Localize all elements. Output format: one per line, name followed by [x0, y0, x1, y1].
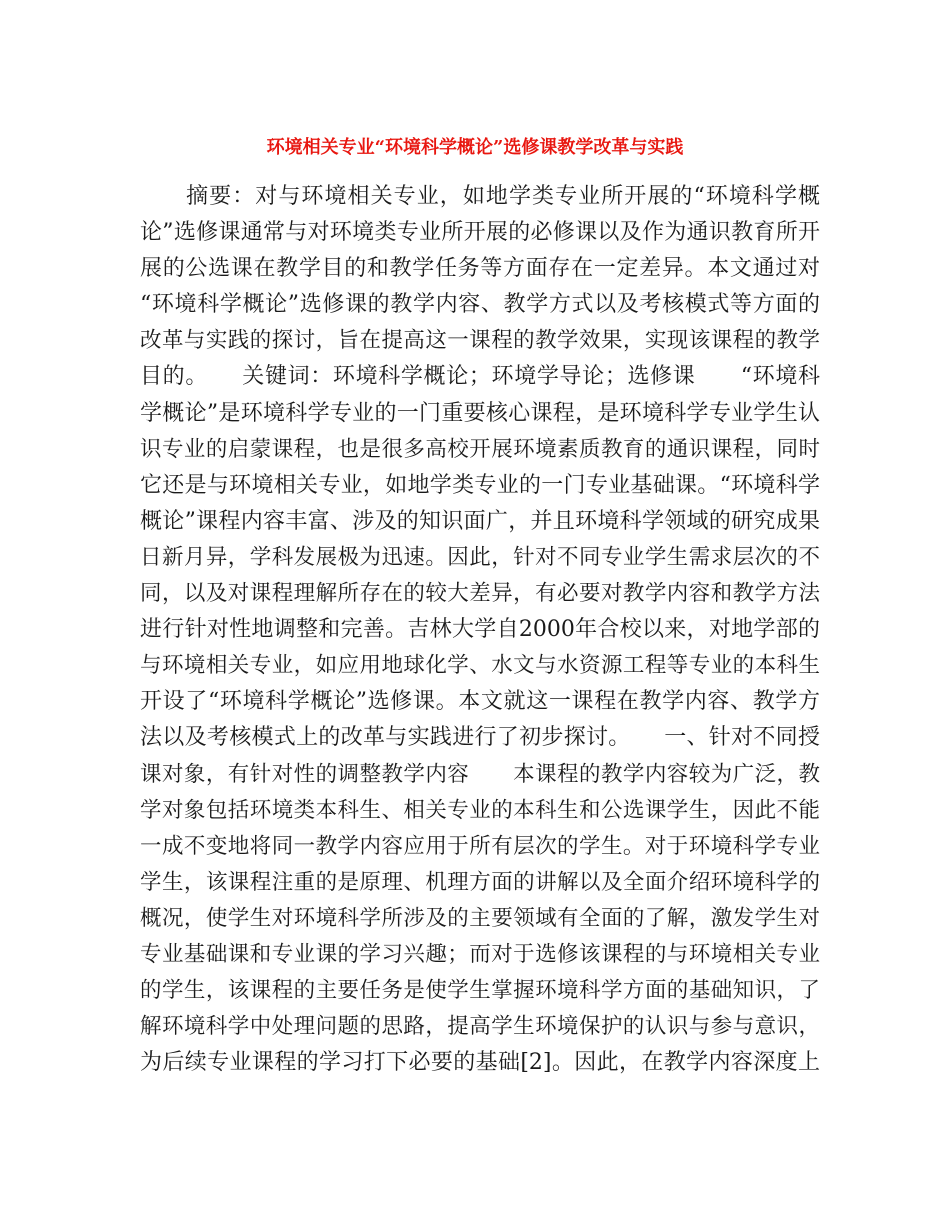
body-line: 的学生，该课程的主要任务是使学生掌握环境科学方面的基础知识，了 — [140, 978, 820, 1004]
body-line: 进行针对性地调整和完善。吉林大学自2000年合校以来，对地学部的 — [140, 617, 820, 643]
body-line: 一成不变地将同一教学内容应用于所有层次的学生。对于环境科学专业 — [140, 833, 820, 859]
body-line: 它还是与环境相关专业，如地学类专业的一门专业基础课。“环境科学 — [140, 472, 820, 498]
document-title: 环境相关专业“环境科学概论”选修课教学改革与实践 — [266, 137, 684, 158]
body-line: 目的。 关键词：环境科学概论；环境学导论；选修课 “环境科 — [140, 364, 820, 390]
body-line: 概论”课程内容丰富、涉及的知识面广，并且环境科学领域的研究成果 — [140, 508, 820, 534]
body-line: 学生，该课程注重的是原理、机理方面的讲解以及全面介绍环境科学的 — [140, 869, 820, 895]
document-body — [140, 179, 820, 1081]
body-line: 论”选修课通常与对环境类专业所开展的必修课以及作为通识教育所开 — [140, 220, 820, 246]
body-line: 同，以及对课程理解所存在的较大差异，有必要对教学内容和教学方法 — [140, 581, 820, 607]
body-line: 开设了“环境科学概论”选修课。本文就这一课程在教学内容、教学方 — [140, 689, 820, 715]
body-line: 解环境科学中处理问题的思路，提高学生环境保护的认识与参与意识， — [140, 1014, 820, 1040]
body-line: 识专业的启蒙课程，也是很多高校开展环境素质教育的通识课程，同时 — [140, 436, 820, 462]
body-line: 摘要：对与环境相关专业，如地学类专业所开展的“环境科学概 — [140, 184, 820, 209]
body-line: 法以及考核模式上的改革与实践进行了初步探讨。 一、针对不同授 — [140, 725, 820, 751]
body-line: 专业基础课和专业课的学习兴趣；而对于选修该课程的与环境相关专业 — [140, 941, 820, 967]
body-line: 课对象，有针对性的调整教学内容 本课程的教学内容较为广泛，教 — [140, 761, 820, 787]
body-line: 展的公选课在教学目的和教学任务等方面存在一定差异。本文通过对 — [140, 256, 820, 282]
body-line: 概况，使学生对环境科学所涉及的主要领域有全面的了解，激发学生对 — [140, 905, 820, 931]
body-line: 与环境相关专业，如应用地球化学、水文与水资源工程等专业的本科生 — [140, 653, 820, 679]
body-line: 为后续专业课程的学习打下必要的基础[2]。因此，在教学内容深度上 — [140, 1050, 820, 1076]
body-line: 日新月异，学科发展极为迅速。因此，针对不同专业学生需求层次的不 — [140, 544, 820, 570]
body-line: 学对象包括环境类本科生、相关专业的本科生和公选课学生，因此不能 — [140, 797, 820, 823]
body-line: 学概论”是环境科学专业的一门重要核心课程，是环境科学专业学生认 — [140, 400, 820, 426]
body-line: “环境科学概论”选修课的教学内容、教学方式以及考核模式等方面的 — [140, 292, 820, 318]
body-line: 改革与实践的探讨，旨在提高这一课程的教学效果，实现该课程的教学 — [140, 328, 820, 354]
